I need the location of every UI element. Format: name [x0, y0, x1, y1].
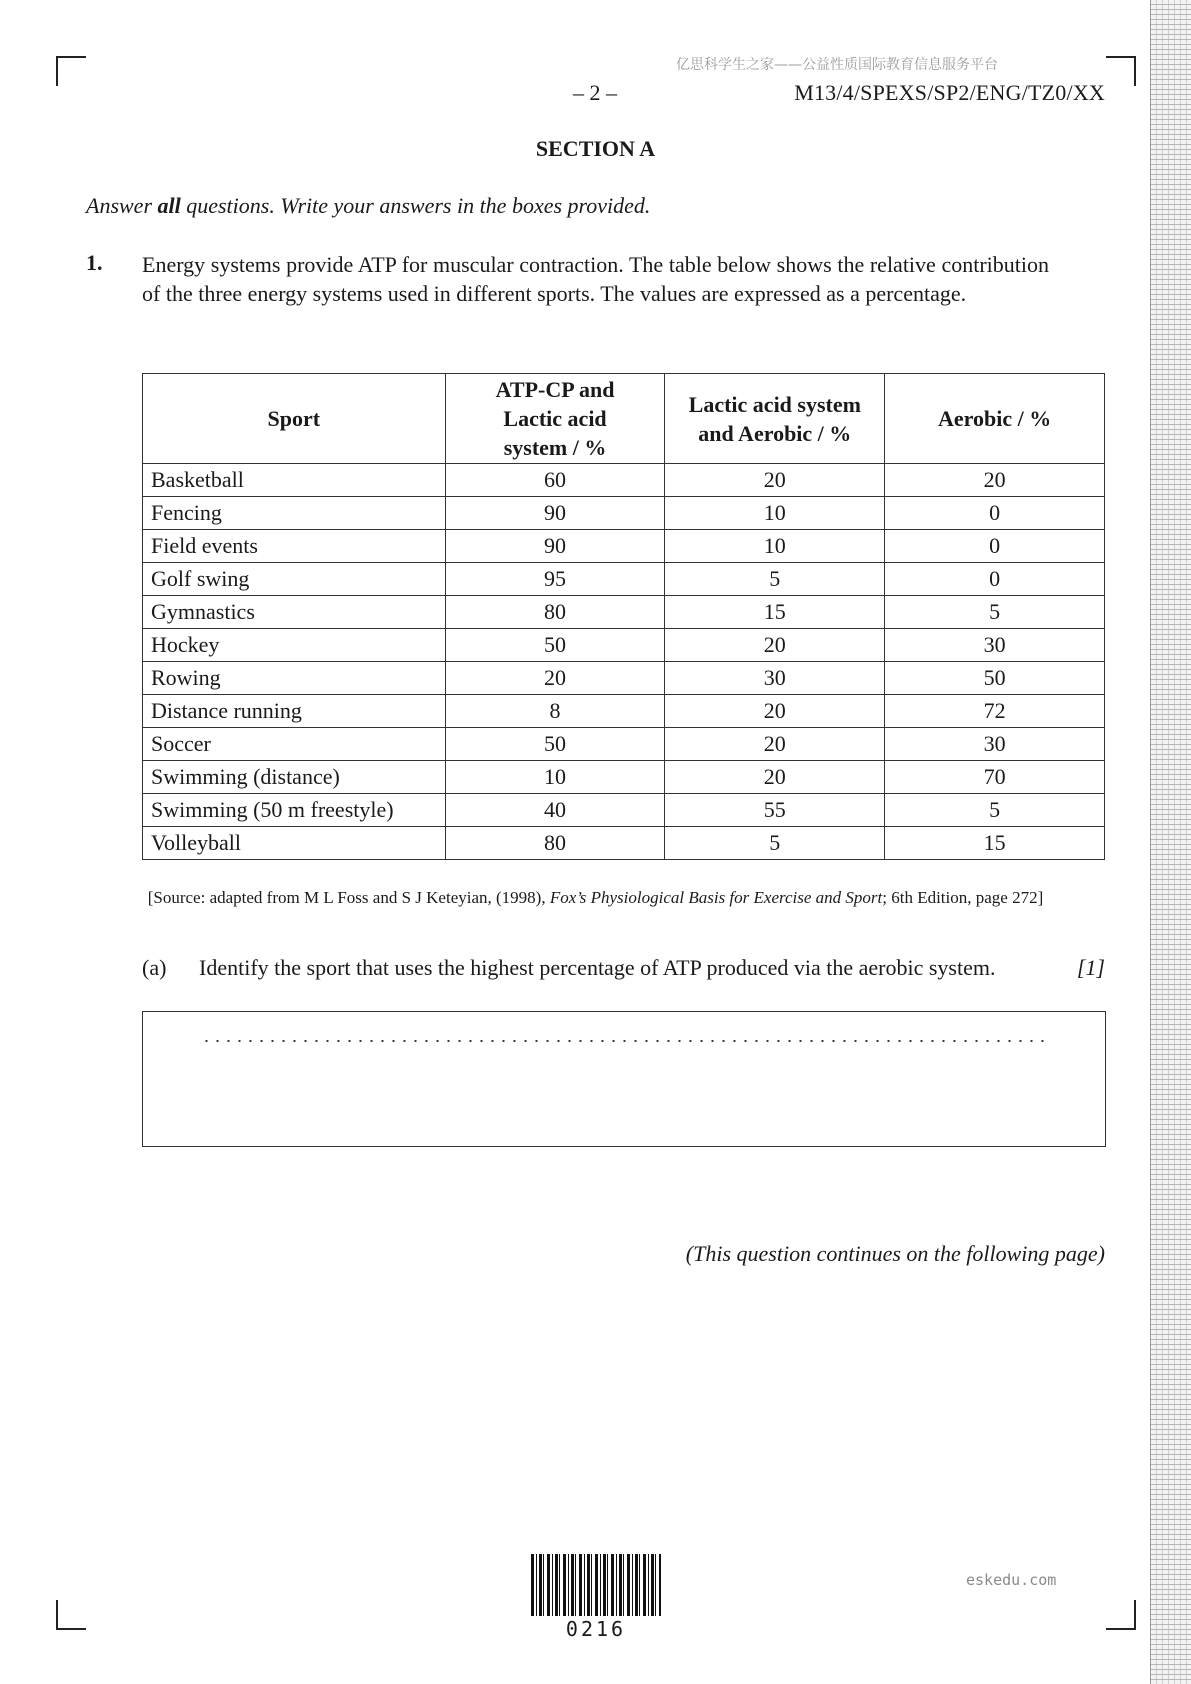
page-edge-strip	[1150, 0, 1191, 1684]
cell-aerobic: 5	[885, 596, 1105, 629]
cell-aerobic: 70	[885, 761, 1105, 794]
energy-systems-table	[142, 373, 1105, 860]
table-row	[143, 728, 1105, 761]
header-lactic-line2: and Aerobic / %	[698, 420, 852, 446]
crop-mark-bottom-right	[1106, 1600, 1136, 1630]
answer-box[interactable]	[142, 1011, 1106, 1147]
cell-aerobic: 20	[885, 464, 1105, 497]
cell-sport: Gymnastics	[143, 596, 446, 629]
cell-sport: Field events	[143, 530, 446, 563]
part-a-marks: [1]	[1076, 955, 1105, 980]
header-aerobic: Aerobic / %	[885, 374, 1105, 464]
part-a-label: (a)	[142, 955, 167, 980]
barcode-number: 0216	[565, 1617, 627, 1641]
instructions-before: Answer	[86, 193, 158, 218]
cell-aerobic: 72	[885, 695, 1105, 728]
table-header-row	[143, 374, 1105, 464]
cell-atp-cp: 60	[445, 464, 665, 497]
crop-mark-bottom-left	[56, 1600, 86, 1630]
cell-aerobic: 0	[885, 563, 1105, 596]
cell-aerobic: 30	[885, 629, 1105, 662]
cell-lactic: 15	[665, 596, 885, 629]
source-prefix: [Source: adapted from M L Foss and S J Keteyian, (1998),	[147, 888, 550, 907]
cell-aerobic: 30	[885, 728, 1105, 761]
cell-lactic: 30	[665, 662, 885, 695]
page-number: – 2 –	[573, 80, 617, 105]
cell-atp-cp: 95	[445, 563, 665, 596]
table-row	[143, 596, 1105, 629]
header-sport: Sport	[143, 374, 446, 464]
table-row	[143, 695, 1105, 728]
table-row	[143, 497, 1105, 530]
site-watermark: eskedu.com	[966, 1571, 1057, 1589]
cell-lactic: 10	[665, 530, 885, 563]
cell-lactic: 20	[665, 761, 885, 794]
source-citation	[0, 888, 1191, 908]
cell-sport: Soccer	[143, 728, 446, 761]
cell-sport: Volleyball	[143, 827, 446, 860]
instructions-bold: all	[157, 193, 181, 218]
cell-lactic: 5	[665, 827, 885, 860]
cell-sport: Golf swing	[143, 563, 446, 596]
header-atp-cp	[445, 374, 665, 464]
cell-lactic: 10	[665, 497, 885, 530]
paper-code: M13/4/SPEXS/SP2/ENG/TZ0/XX	[794, 80, 1105, 105]
instructions-after: questions. Write your answers in the boxes provided.	[180, 193, 651, 218]
watermark-text: 亿思科学生之家——公益性质国际教育信息服务平台	[676, 57, 998, 73]
table-row	[143, 563, 1105, 596]
cell-sport: Fencing	[143, 497, 446, 530]
header-atp-cp-line3: system / %	[503, 435, 607, 460]
table-row	[143, 794, 1105, 827]
crop-mark-top-right	[1106, 56, 1136, 86]
instructions	[86, 193, 650, 219]
cell-sport: Basketball	[143, 464, 446, 497]
cell-aerobic: 0	[885, 530, 1105, 563]
cell-aerobic: 50	[885, 662, 1105, 695]
cell-lactic: 5	[665, 563, 885, 596]
cell-atp-cp: 8	[445, 695, 665, 728]
cell-atp-cp: 10	[445, 761, 665, 794]
table-row	[143, 629, 1105, 662]
cell-aerobic: 0	[885, 497, 1105, 530]
cell-atp-cp: 80	[445, 596, 665, 629]
header-atp-cp-line1: ATP-CP and	[495, 377, 615, 402]
cell-atp-cp: 80	[445, 827, 665, 860]
cell-sport: Distance running	[143, 695, 446, 728]
barcode-icon	[531, 1554, 661, 1616]
section-title: SECTION A	[535, 136, 656, 161]
cell-aerobic: 5	[885, 794, 1105, 827]
crop-mark-top-left	[56, 56, 86, 86]
cell-atp-cp: 50	[445, 728, 665, 761]
answer-dotted-line[interactable]	[201, 1040, 1047, 1042]
cell-aerobic: 15	[885, 827, 1105, 860]
cell-lactic: 20	[665, 464, 885, 497]
header-lactic-line1: Lactic acid system	[688, 391, 861, 417]
cell-lactic: 20	[665, 695, 885, 728]
cell-lactic: 20	[665, 629, 885, 662]
cell-atp-cp: 90	[445, 530, 665, 563]
question-number: 1.	[86, 250, 103, 275]
table-row	[143, 761, 1105, 794]
cell-lactic: 55	[665, 794, 885, 827]
cell-sport: Rowing	[143, 662, 446, 695]
cell-atp-cp: 90	[445, 497, 665, 530]
cell-atp-cp: 40	[445, 794, 665, 827]
cell-atp-cp: 50	[445, 629, 665, 662]
table-row	[143, 827, 1105, 860]
header-atp-cp-line2: Lactic acid	[503, 406, 607, 431]
table-row	[143, 662, 1105, 695]
cell-sport: Swimming (50 m freestyle)	[143, 794, 446, 827]
cell-sport: Hockey	[143, 629, 446, 662]
continues-note: (This question continues on the following page)	[685, 1241, 1105, 1266]
cell-sport: Swimming (distance)	[143, 761, 446, 794]
cell-lactic: 20	[665, 728, 885, 761]
question-text: Energy systems provide ATP for muscular contraction. The table below shows the relative contribution of the three energy systems used in different sports. The values are expressed as a percentage.	[142, 252, 1049, 306]
cell-atp-cp: 20	[445, 662, 665, 695]
source-title: Fox’s Physiological Basis for Exercise and Sport	[549, 888, 883, 907]
table-row	[143, 530, 1105, 563]
source-suffix: ; 6th Edition, page 272]	[882, 888, 1044, 907]
table-row	[143, 464, 1105, 497]
header-lactic-aerobic	[665, 374, 885, 464]
part-a-text: Identify the sport that uses the highest percentage of ATP produced via the aerobic system.	[199, 955, 996, 980]
